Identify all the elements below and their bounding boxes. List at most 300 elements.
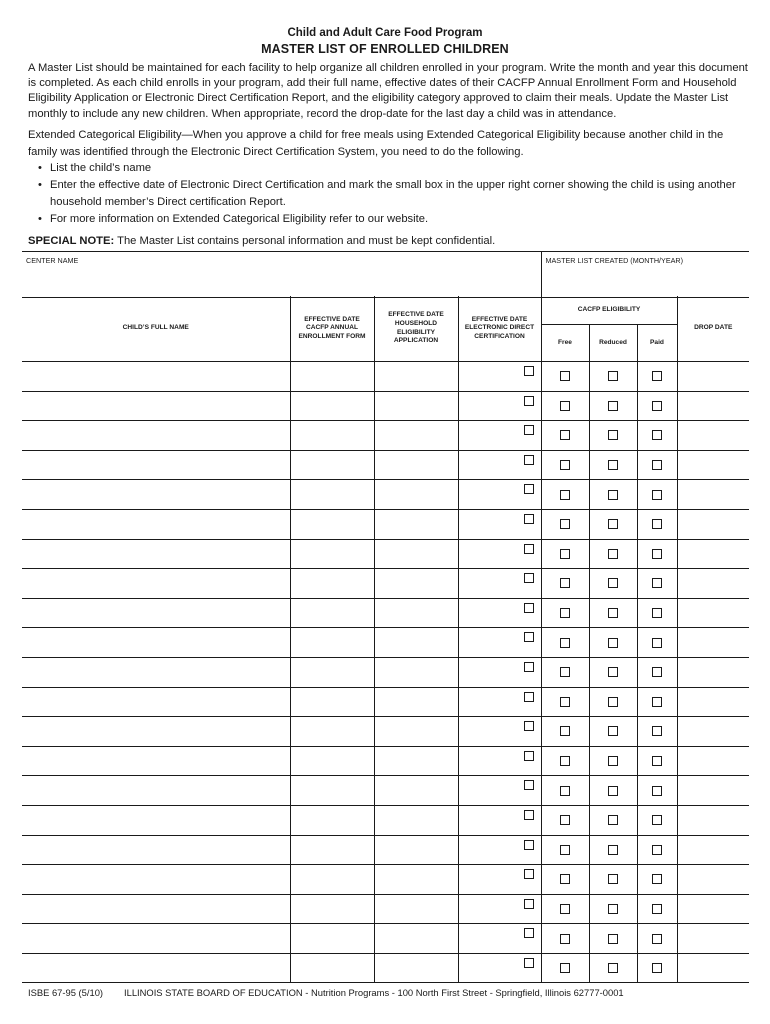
footer: [28, 987, 624, 998]
free-checkbox[interactable]: [560, 578, 570, 588]
child-name-cell[interactable]: [22, 539, 290, 569]
eff-household-cell[interactable]: [374, 894, 458, 924]
paid-cell: [637, 953, 677, 983]
paid-checkbox[interactable]: [652, 815, 662, 825]
table-row: [22, 953, 749, 983]
reduced-cell: [589, 776, 637, 806]
eff-electronic-cell[interactable]: [458, 924, 541, 954]
free-cell: [541, 539, 589, 569]
drop-date-cell[interactable]: [677, 480, 749, 510]
free-cell: [541, 746, 589, 776]
eff-cacfp-cell[interactable]: [290, 450, 374, 480]
eff-electronic-cell[interactable]: [458, 953, 541, 983]
reduced-checkbox[interactable]: [608, 667, 618, 677]
eff-cacfp-cell[interactable]: [290, 865, 374, 895]
eff-electronic-cell[interactable]: [458, 776, 541, 806]
free-checkbox[interactable]: [560, 934, 570, 944]
table-row: [22, 450, 749, 480]
paid-cell: [637, 835, 677, 865]
reduced-cell: [589, 391, 637, 421]
free-checkbox[interactable]: [560, 371, 570, 381]
agency-address: ILLINOIS STATE BOARD OF EDUCATION - Nutrition Programs - 100 North First Street - Springfield, Illinois 62777-0001: [124, 987, 624, 998]
table-row: [22, 687, 749, 717]
free-checkbox[interactable]: [560, 874, 570, 884]
instruction-item: • For more information on Extended Categorical Eligibility refer to our website.: [38, 213, 429, 225]
child-name-cell[interactable]: [22, 717, 290, 747]
table-row: [22, 894, 749, 924]
eff-household-cell[interactable]: [374, 421, 458, 451]
free-cell: [541, 628, 589, 658]
reduced-cell: [589, 717, 637, 747]
table-row: [22, 746, 749, 776]
eff-cacfp-cell[interactable]: [290, 953, 374, 983]
extended-eligibility-paragraph: Extended Categorical Eligibility—When you approve a child for free meals using Extended Categorical Eligibility because another child in the family was identified through the Electronic Direct Certification System, you need to do the following.: [28, 129, 724, 158]
child-name-cell[interactable]: [22, 687, 290, 717]
table-row: [22, 391, 749, 421]
reduced-checkbox[interactable]: [608, 904, 618, 914]
free-cell: [541, 509, 589, 539]
free-cell: [541, 835, 589, 865]
table-row: [22, 865, 749, 895]
free-cell: [541, 480, 589, 510]
paid-cell: [637, 657, 677, 687]
drop-date-cell[interactable]: [677, 539, 749, 569]
reduced-checkbox[interactable]: [608, 549, 618, 559]
reduced-cell: [589, 657, 637, 687]
drop-date-cell[interactable]: [677, 628, 749, 658]
eff-electronic-cell[interactable]: [458, 894, 541, 924]
child-name-cell[interactable]: [22, 776, 290, 806]
reduced-cell: [589, 924, 637, 954]
eff-household-cell[interactable]: [374, 391, 458, 421]
drop-date-cell[interactable]: [677, 362, 749, 392]
eff-cacfp-cell[interactable]: [290, 717, 374, 747]
drop-date-cell[interactable]: [677, 865, 749, 895]
paid-cell: [637, 509, 677, 539]
eff-electronic-cell[interactable]: [458, 865, 541, 895]
table-row: [22, 776, 749, 806]
table-row: [22, 569, 749, 599]
paid-checkbox[interactable]: [652, 638, 662, 648]
drop-date-cell[interactable]: [677, 598, 749, 628]
eff-electronic-cell[interactable]: [458, 628, 541, 658]
free-cell: [541, 924, 589, 954]
extended-eligibility-checkbox[interactable]: [524, 366, 534, 376]
extended-eligibility-checkbox[interactable]: [524, 958, 534, 968]
free-checkbox[interactable]: [560, 608, 570, 618]
eff-household-cell[interactable]: [374, 924, 458, 954]
reduced-checkbox[interactable]: [608, 815, 618, 825]
extended-eligibility-checkbox[interactable]: [524, 514, 534, 524]
free-checkbox[interactable]: [560, 786, 570, 796]
eff-cacfp-cell[interactable]: [290, 391, 374, 421]
paid-cell: [637, 480, 677, 510]
eff-household-cell[interactable]: [374, 509, 458, 539]
reduced-checkbox[interactable]: [608, 786, 618, 796]
drop-date-cell[interactable]: [677, 421, 749, 451]
paid-checkbox[interactable]: [652, 934, 662, 944]
paid-cell: [637, 746, 677, 776]
table-row: [22, 598, 749, 628]
paid-cell: [637, 539, 677, 569]
extended-eligibility-checkbox[interactable]: [524, 573, 534, 583]
paid-cell: [637, 569, 677, 599]
extended-eligibility-checkbox[interactable]: [524, 544, 534, 554]
free-checkbox[interactable]: [560, 519, 570, 529]
reduced-cell: [589, 569, 637, 599]
column-header-cacfp-eligibility: CACFP ELIGIBILITY: [541, 296, 677, 325]
table-row: [22, 835, 749, 865]
child-name-cell[interactable]: [22, 805, 290, 835]
free-cell: [541, 362, 589, 392]
reduced-checkbox[interactable]: [608, 490, 618, 500]
column-header-drop-date: DROP DATE: [677, 296, 749, 362]
eff-cacfp-cell[interactable]: [290, 805, 374, 835]
special-note-text: The Master List contains personal information and must be kept confidential.: [114, 235, 496, 247]
reduced-checkbox[interactable]: [608, 430, 618, 440]
eff-cacfp-cell[interactable]: [290, 421, 374, 451]
reduced-cell: [589, 865, 637, 895]
eff-cacfp-cell[interactable]: [290, 657, 374, 687]
reduced-cell: [589, 894, 637, 924]
master-list-created-field[interactable]: [541, 252, 749, 298]
child-name-cell[interactable]: [22, 924, 290, 954]
reduced-checkbox[interactable]: [608, 726, 618, 736]
eff-household-cell[interactable]: [374, 480, 458, 510]
paid-checkbox[interactable]: [652, 963, 662, 973]
eff-household-cell[interactable]: [374, 835, 458, 865]
free-checkbox[interactable]: [560, 460, 570, 470]
extended-eligibility-checkbox[interactable]: [524, 899, 534, 909]
table-row: [22, 421, 749, 451]
center-name-field[interactable]: [22, 252, 541, 298]
child-name-cell[interactable]: [22, 569, 290, 599]
eff-electronic-cell[interactable]: [458, 598, 541, 628]
reduced-cell: [589, 953, 637, 983]
paid-cell: [637, 362, 677, 392]
child-name-cell[interactable]: [22, 835, 290, 865]
eff-electronic-cell[interactable]: [458, 835, 541, 865]
child-name-cell[interactable]: [22, 598, 290, 628]
paid-checkbox[interactable]: [652, 519, 662, 529]
eff-household-cell[interactable]: [374, 362, 458, 392]
reduced-checkbox[interactable]: [608, 401, 618, 411]
eff-electronic-cell[interactable]: [458, 480, 541, 510]
free-cell: [541, 421, 589, 451]
extended-eligibility-checkbox[interactable]: [524, 810, 534, 820]
reduced-checkbox[interactable]: [608, 963, 618, 973]
eff-household-cell[interactable]: [374, 805, 458, 835]
child-name-cell[interactable]: [22, 480, 290, 510]
free-checkbox[interactable]: [560, 490, 570, 500]
drop-date-cell[interactable]: [677, 391, 749, 421]
free-checkbox[interactable]: [560, 963, 570, 973]
extended-eligibility-checkbox[interactable]: [524, 840, 534, 850]
reduced-checkbox[interactable]: [608, 608, 618, 618]
free-checkbox[interactable]: [560, 697, 570, 707]
extended-eligibility-checkbox[interactable]: [524, 869, 534, 879]
child-name-cell[interactable]: [22, 509, 290, 539]
eff-cacfp-cell[interactable]: [290, 509, 374, 539]
paid-cell: [637, 450, 677, 480]
free-cell: [541, 865, 589, 895]
special-note-label: SPECIAL NOTE:: [28, 235, 115, 247]
eff-household-cell[interactable]: [374, 539, 458, 569]
child-name-cell[interactable]: [22, 421, 290, 451]
eff-cacfp-cell[interactable]: [290, 569, 374, 599]
eff-electronic-cell[interactable]: [458, 657, 541, 687]
paid-cell: [637, 805, 677, 835]
child-name-cell[interactable]: [22, 657, 290, 687]
extended-eligibility-checkbox[interactable]: [524, 632, 534, 642]
reduced-cell: [589, 835, 637, 865]
paid-cell: [637, 894, 677, 924]
eff-household-cell[interactable]: [374, 953, 458, 983]
reduced-checkbox[interactable]: [608, 756, 618, 766]
free-checkbox[interactable]: [560, 667, 570, 677]
table-row: [22, 717, 749, 747]
paid-cell: [637, 421, 677, 451]
extended-eligibility-checkbox[interactable]: [524, 751, 534, 761]
eff-electronic-cell[interactable]: [458, 450, 541, 480]
instruction-list: [38, 160, 738, 228]
eff-cacfp-cell[interactable]: [290, 835, 374, 865]
center-info-table: [22, 251, 749, 298]
form-code: ISBE 67-95 (5/10): [28, 987, 104, 998]
extended-eligibility-checkbox[interactable]: [524, 425, 534, 435]
table-row: [22, 805, 749, 835]
reduced-checkbox[interactable]: [608, 874, 618, 884]
free-cell: [541, 687, 589, 717]
drop-date-cell[interactable]: [677, 717, 749, 747]
free-checkbox[interactable]: [560, 904, 570, 914]
eff-cacfp-cell[interactable]: [290, 598, 374, 628]
reduced-cell: [589, 450, 637, 480]
drop-date-cell[interactable]: [677, 805, 749, 835]
reduced-checkbox[interactable]: [608, 697, 618, 707]
extended-eligibility-checkbox[interactable]: [524, 780, 534, 790]
reduced-cell: [589, 746, 637, 776]
drop-date-cell[interactable]: [677, 924, 749, 954]
reduced-checkbox[interactable]: [608, 934, 618, 944]
child-name-cell[interactable]: [22, 894, 290, 924]
table-row: [22, 657, 749, 687]
eff-electronic-cell[interactable]: [458, 805, 541, 835]
reduced-checkbox[interactable]: [608, 460, 618, 470]
paid-checkbox[interactable]: [652, 756, 662, 766]
paid-checkbox[interactable]: [652, 874, 662, 884]
drop-date-cell[interactable]: [677, 509, 749, 539]
special-note: [28, 235, 495, 247]
paid-checkbox[interactable]: [652, 667, 662, 677]
paid-cell: [637, 628, 677, 658]
child-name-cell[interactable]: [22, 362, 290, 392]
reduced-cell: [589, 687, 637, 717]
eff-electronic-cell[interactable]: [458, 687, 541, 717]
reduced-cell: [589, 421, 637, 451]
eff-electronic-cell[interactable]: [458, 569, 541, 599]
drop-date-cell[interactable]: [677, 953, 749, 983]
extended-eligibility-checkbox[interactable]: [524, 603, 534, 613]
child-name-cell[interactable]: [22, 953, 290, 983]
eff-electronic-cell[interactable]: [458, 391, 541, 421]
column-header-eff-cacfp: EFFECTIVE DATE CACFP ANNUAL ENROLLMENT FORM: [290, 296, 374, 362]
free-cell: [541, 598, 589, 628]
free-cell: [541, 953, 589, 983]
paid-checkbox[interactable]: [652, 549, 662, 559]
drop-date-cell[interactable]: [677, 746, 749, 776]
free-cell: [541, 450, 589, 480]
eff-electronic-cell[interactable]: [458, 509, 541, 539]
free-checkbox[interactable]: [560, 430, 570, 440]
paid-checkbox[interactable]: [652, 786, 662, 796]
free-checkbox[interactable]: [560, 756, 570, 766]
free-checkbox[interactable]: [560, 638, 570, 648]
free-cell: [541, 776, 589, 806]
free-checkbox[interactable]: [560, 815, 570, 825]
eff-electronic-cell[interactable]: [458, 746, 541, 776]
eff-household-cell[interactable]: [374, 598, 458, 628]
eff-household-cell[interactable]: [374, 717, 458, 747]
free-cell: [541, 805, 589, 835]
reduced-checkbox[interactable]: [608, 638, 618, 648]
eff-household-cell[interactable]: [374, 865, 458, 895]
paid-cell: [637, 776, 677, 806]
eff-electronic-cell[interactable]: [458, 717, 541, 747]
paid-checkbox[interactable]: [652, 430, 662, 440]
reduced-cell: [589, 628, 637, 658]
reduced-cell: [589, 480, 637, 510]
intro-paragraph: A Master List should be maintained for each facility to help organize all children enrolled in your program. Write the month and year this document is completed. As each child enrolls in your program, add their full name, effective dates of their CACFP Annual Enrollment Form and Household Eligibility Application or Electronic Direct Certification Report, and the eligibility category approved to claim their meals. Update the Master List monthly to include any new children. When appropriate, record the drop-date for the last day a child was in attendance.: [28, 62, 748, 120]
reduced-checkbox[interactable]: [608, 371, 618, 381]
program-subtitle: Child and Adult Care Food Program: [287, 27, 483, 39]
eff-electronic-cell[interactable]: [458, 362, 541, 392]
free-checkbox[interactable]: [560, 549, 570, 559]
reduced-cell: [589, 509, 637, 539]
column-header-eff-electronic: EFFECTIVE DATE ELECTRONIC DIRECT CERTIFICATION: [458, 296, 541, 362]
column-header-reduced: Reduced: [589, 325, 637, 362]
center-name-label: CENTER NAME: [26, 256, 79, 265]
child-name-cell[interactable]: [22, 628, 290, 658]
master-list-created-label: MASTER LIST CREATED (MONTH/YEAR): [545, 256, 684, 265]
table-row: [22, 362, 749, 392]
table-row: [22, 924, 749, 954]
table-row: [22, 539, 749, 569]
reduced-cell: [589, 362, 637, 392]
paid-checkbox[interactable]: [652, 371, 662, 381]
eff-household-cell[interactable]: [374, 687, 458, 717]
paid-checkbox[interactable]: [652, 697, 662, 707]
free-cell: [541, 894, 589, 924]
extended-eligibility-checkbox[interactable]: [524, 928, 534, 938]
column-header-paid: Paid: [637, 325, 677, 362]
free-cell: [541, 391, 589, 421]
eff-cacfp-cell[interactable]: [290, 776, 374, 806]
reduced-checkbox[interactable]: [608, 845, 618, 855]
reduced-checkbox[interactable]: [608, 519, 618, 529]
instruction-item: • Enter the effective date of Electronic Direct Certification and mark the small box in the upper right corner showing the child is using another household member’s Direct certification Report.: [38, 179, 736, 208]
drop-date-cell[interactable]: [677, 569, 749, 599]
eff-household-cell[interactable]: [374, 746, 458, 776]
paid-checkbox[interactable]: [652, 578, 662, 588]
eff-electronic-cell[interactable]: [458, 539, 541, 569]
eff-cacfp-cell[interactable]: [290, 687, 374, 717]
enrollment-table: [22, 296, 749, 983]
extended-eligibility-checkbox[interactable]: [524, 692, 534, 702]
free-cell: [541, 657, 589, 687]
paid-checkbox[interactable]: [652, 460, 662, 470]
reduced-checkbox[interactable]: [608, 578, 618, 588]
drop-date-cell[interactable]: [677, 835, 749, 865]
extended-eligibility-checkbox[interactable]: [524, 662, 534, 672]
child-name-cell[interactable]: [22, 391, 290, 421]
eff-household-cell[interactable]: [374, 569, 458, 599]
drop-date-cell[interactable]: [677, 894, 749, 924]
eff-household-cell[interactable]: [374, 450, 458, 480]
eff-household-cell[interactable]: [374, 776, 458, 806]
paid-checkbox[interactable]: [652, 401, 662, 411]
table-row: [22, 509, 749, 539]
paid-checkbox[interactable]: [652, 608, 662, 618]
paid-cell: [637, 391, 677, 421]
eff-cacfp-cell[interactable]: [290, 539, 374, 569]
paid-checkbox[interactable]: [652, 904, 662, 914]
eff-cacfp-cell[interactable]: [290, 746, 374, 776]
extended-eligibility-checkbox[interactable]: [524, 396, 534, 406]
eff-electronic-cell[interactable]: [458, 421, 541, 451]
reduced-cell: [589, 598, 637, 628]
paid-cell: [637, 865, 677, 895]
reduced-cell: [589, 539, 637, 569]
page-title: MASTER LIST OF ENROLLED CHILDREN: [261, 42, 509, 56]
extended-eligibility-checkbox[interactable]: [524, 455, 534, 465]
free-cell: [541, 569, 589, 599]
child-name-cell[interactable]: [22, 746, 290, 776]
paid-cell: [637, 598, 677, 628]
extended-eligibility-checkbox[interactable]: [524, 721, 534, 731]
eff-cacfp-cell[interactable]: [290, 480, 374, 510]
eff-cacfp-cell[interactable]: [290, 924, 374, 954]
column-header-free: Free: [541, 325, 589, 362]
extended-eligibility-checkbox[interactable]: [524, 484, 534, 494]
paid-cell: [637, 687, 677, 717]
reduced-cell: [589, 805, 637, 835]
eff-household-cell[interactable]: [374, 657, 458, 687]
drop-date-cell[interactable]: [677, 450, 749, 480]
eff-cacfp-cell[interactable]: [290, 894, 374, 924]
paid-cell: [637, 717, 677, 747]
table-row: [22, 480, 749, 510]
drop-date-cell[interactable]: [677, 687, 749, 717]
table-row: [22, 628, 749, 658]
paid-checkbox[interactable]: [652, 726, 662, 736]
eff-cacfp-cell[interactable]: [290, 628, 374, 658]
child-name-cell[interactable]: [22, 865, 290, 895]
free-checkbox[interactable]: [560, 401, 570, 411]
paid-checkbox[interactable]: [652, 490, 662, 500]
column-header-eff-household: EFFECTIVE DATE HOUSEHOLD ELIGIBILITY APPLICATION: [374, 296, 458, 362]
free-checkbox[interactable]: [560, 726, 570, 736]
drop-date-cell[interactable]: [677, 776, 749, 806]
free-cell: [541, 717, 589, 747]
eff-cacfp-cell[interactable]: [290, 362, 374, 392]
free-checkbox[interactable]: [560, 845, 570, 855]
paid-checkbox[interactable]: [652, 845, 662, 855]
paid-cell: [637, 924, 677, 954]
child-name-cell[interactable]: [22, 450, 290, 480]
drop-date-cell[interactable]: [677, 657, 749, 687]
eff-household-cell[interactable]: [374, 628, 458, 658]
